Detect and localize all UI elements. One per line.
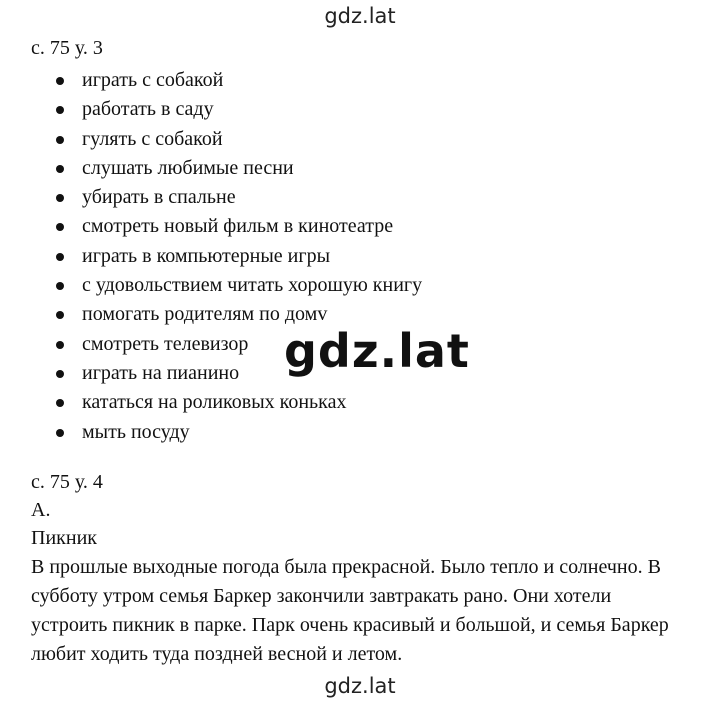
- list-item: гулять с собакой: [0, 125, 422, 154]
- bullet-icon: [56, 429, 64, 437]
- bullet-icon: [56, 77, 64, 85]
- exercise-reference-4: с. 75 у. 4: [31, 471, 103, 493]
- watermark-bottom: gdz.lat: [324, 674, 396, 698]
- bullet-icon: [56, 370, 64, 378]
- exercise-reference-3: с. 75 у. 3: [31, 37, 103, 59]
- bullet-icon: [56, 223, 64, 231]
- bullet-icon: [56, 194, 64, 202]
- bullet-icon: [56, 399, 64, 407]
- list-item: убирать в спальне: [0, 183, 422, 212]
- list-item: работать в саду: [0, 95, 422, 124]
- bullet-icon: [56, 136, 64, 144]
- list-item: смотреть телевизор: [0, 330, 422, 359]
- watermark-center: gdz.lat: [284, 324, 470, 378]
- paragraph-line: устроить пикник в парке. Парк очень красивый и большой, и семья Баркер: [31, 614, 669, 636]
- bullet-icon: [56, 311, 64, 319]
- part-label: A.: [31, 499, 51, 521]
- story-paragraph: [31, 553, 720, 669]
- bullet-icon: [56, 165, 64, 173]
- watermark-top: gdz.lat: [324, 4, 396, 28]
- bullet-icon: [56, 106, 64, 114]
- list-item: смотреть новый фильм в кинотеатре: [0, 212, 422, 241]
- paragraph-line: субботу утром семья Баркер закончили завтракать рано. Они хотели: [31, 585, 612, 607]
- list-item: с удовольствием читать хорошую книгу: [0, 271, 422, 300]
- text-title: Пикник: [31, 527, 97, 549]
- list-item: слушать любимые песни: [0, 154, 422, 183]
- list-item: мыть посуду: [0, 418, 422, 447]
- list-item: играть с собакой: [0, 66, 422, 95]
- bullet-icon: [56, 253, 64, 261]
- list-item: помогать родителям по домv: [0, 300, 422, 329]
- paragraph-line: любит ходить туда поздней весной и летом.: [31, 643, 403, 665]
- list-item: играть на пианино: [0, 359, 422, 388]
- list-item: кататься на роликовых коньках: [0, 388, 422, 417]
- list-item: играть в компьютерные игры: [0, 242, 422, 271]
- activity-list: [0, 66, 422, 447]
- bullet-icon: [56, 341, 64, 349]
- paragraph-line: В прошлые выходные погода была прекрасной. Было тепло и солнечно. В: [31, 556, 661, 578]
- bullet-icon: [56, 282, 64, 290]
